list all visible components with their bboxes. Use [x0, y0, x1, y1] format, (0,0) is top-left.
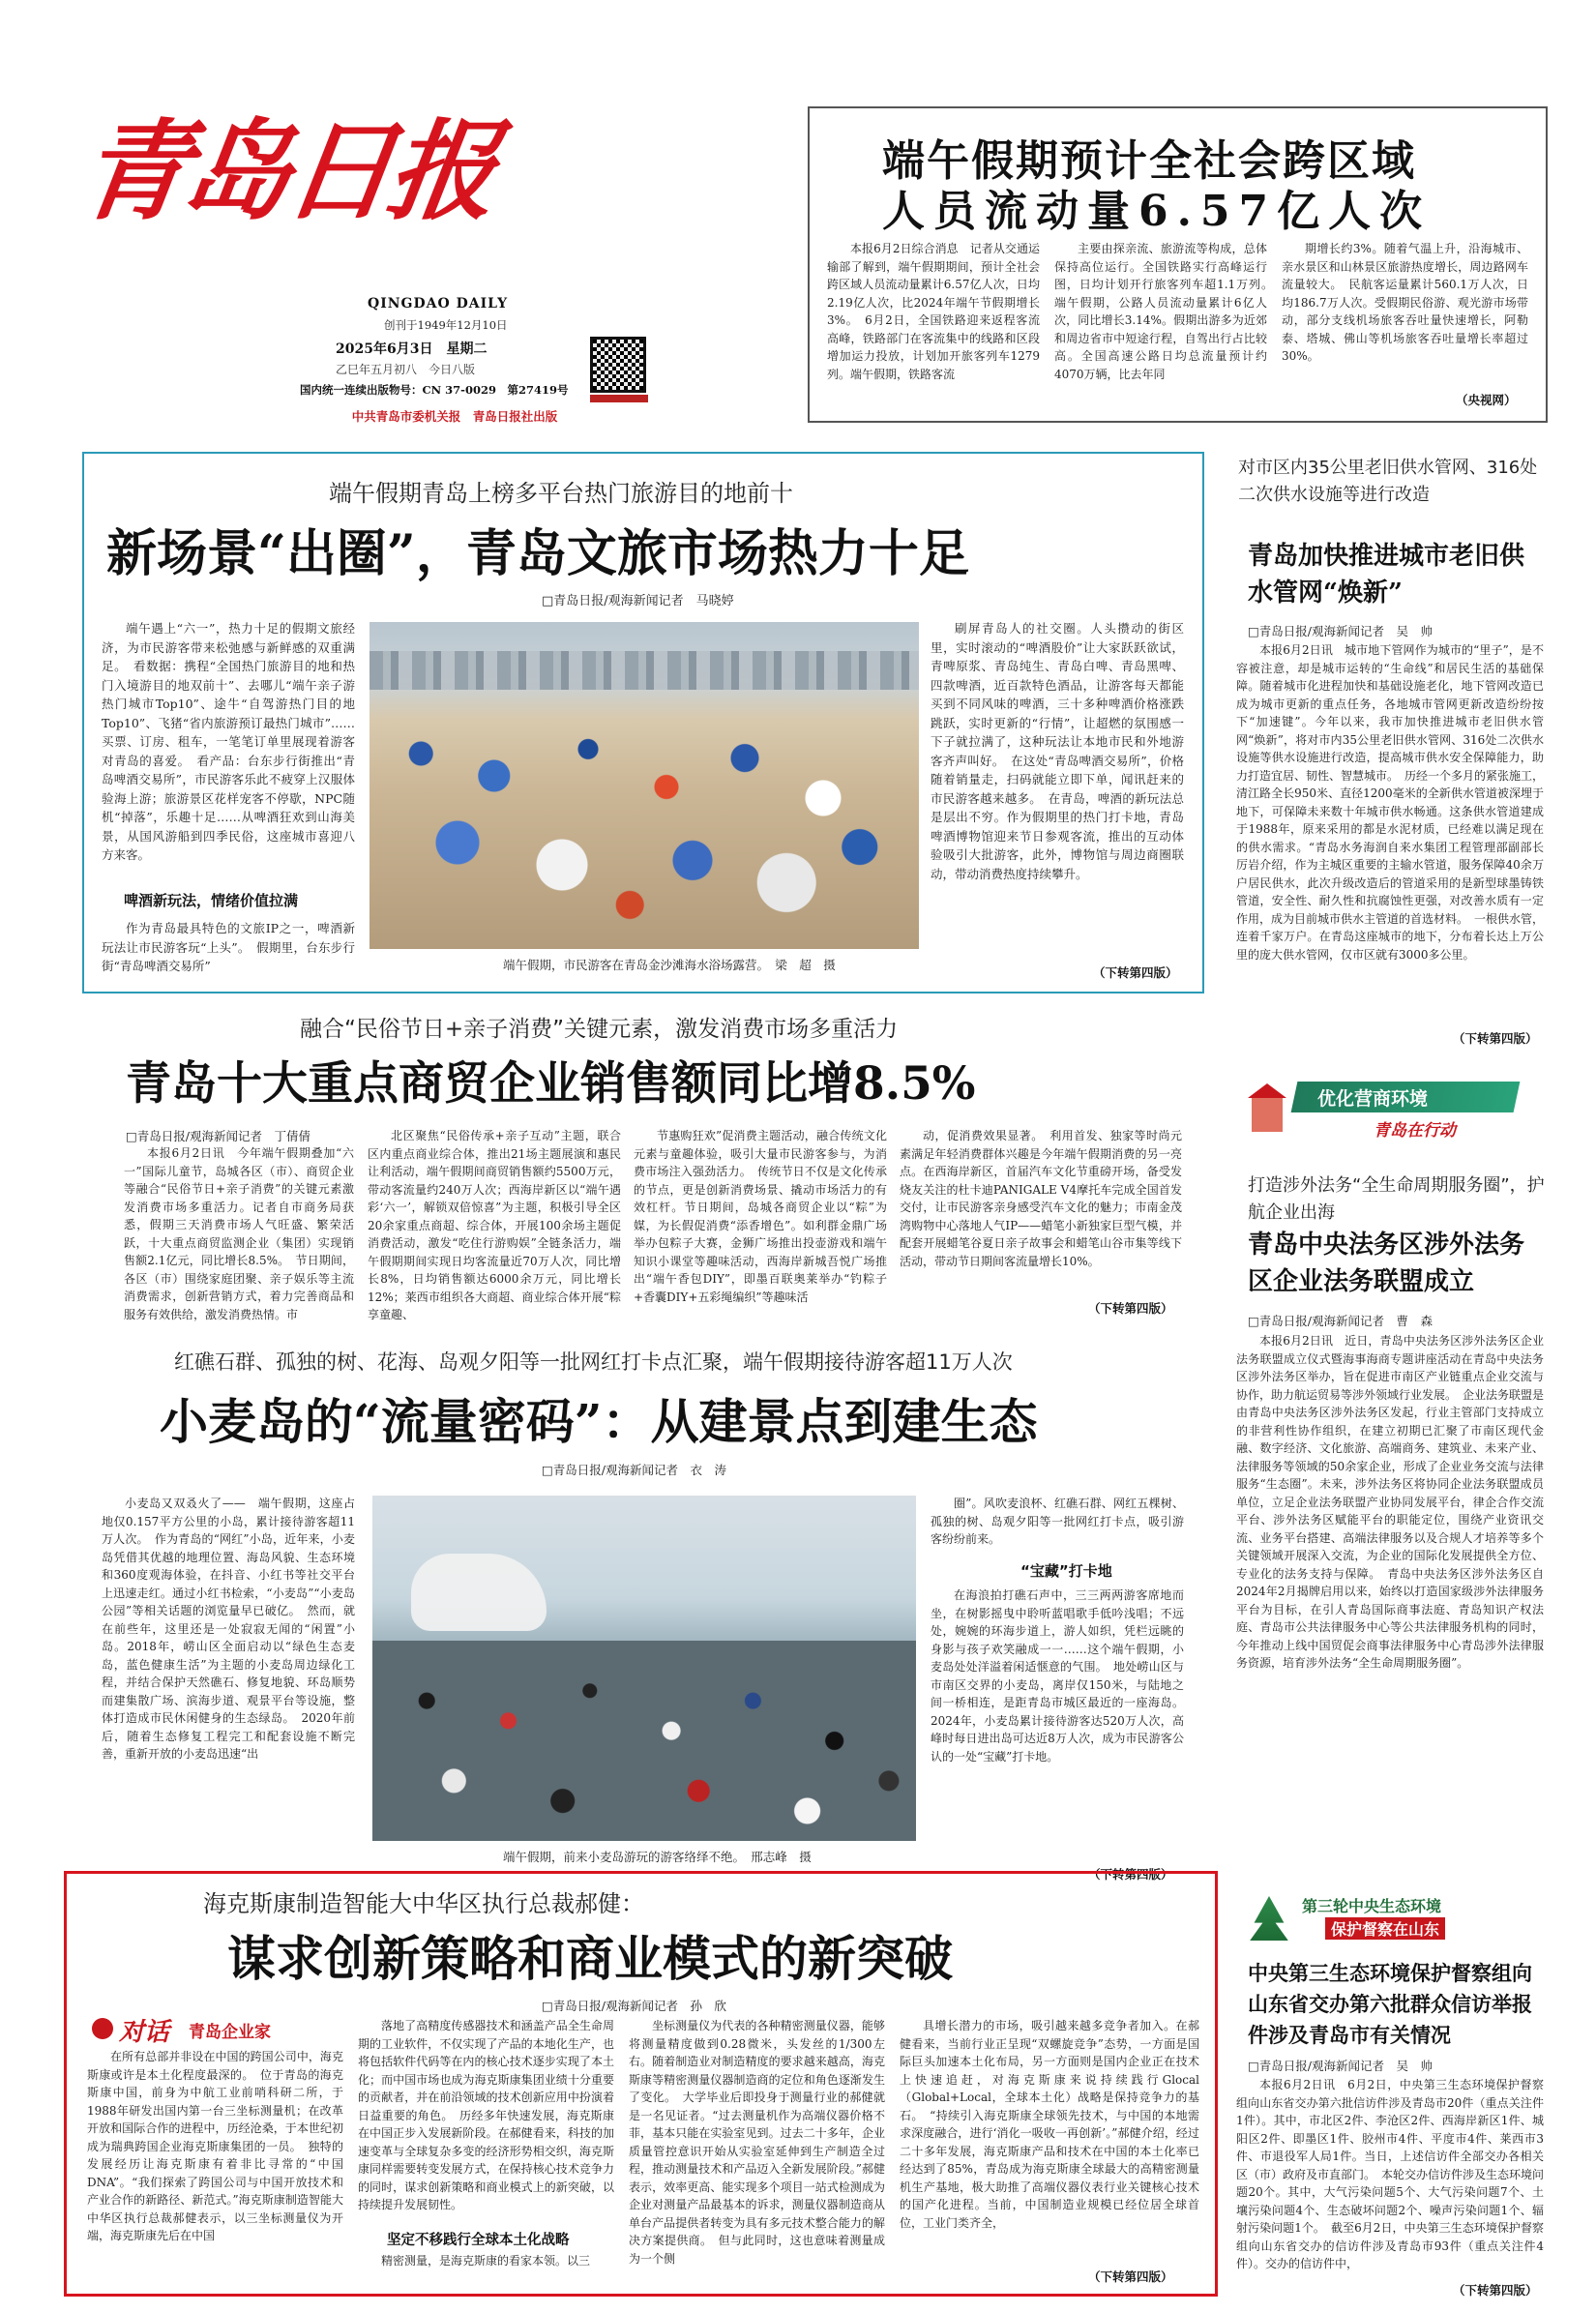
story4-col-3: 坐标测量仪为代表的各种精密测量仪器，能够将测量精度做到0.28微米，头发丝的1/300左右。随着制造业对制造精度的要求越来越高，海克斯康等精密测量仪器制造商的定位和角色逐渐发生了变化。 大学毕业后即投身于测量行业的郝健就是一名见证者。“过去测量机作为高端仪器价格不菲，基本只能在实验室见到。过去二十多年，企业质量管控意识开始从实验室延伸到生产制造全过程，推动测量技术和产品迈入全新发展阶段。”郝健表示，效率更高、能实现多个项目一站式检测成为企业对测量产品最基本的诉求，测量仪器制造商从单台产品提供者转变为具有多元技术整合能力的解决方案提供商。 但与此同时，这也意味着测量成为一个侧 — [629, 2019, 885, 2266]
side2-badge — [1248, 1076, 1528, 1143]
side2-body: 本报6月2日讯 近日，青岛中央法务区涉外法务区企业法务联盟成立仪式暨海事海商专题讲座活动在青岛中央法务区涉外法务区举办，旨在促进市南区产业链重点企业交流与协作，助力航运贸易等涉外领域行业发展。 企业法务联盟是由青岛中央法务区涉外法务区发起，行业主管部门支持成立的非营利性协作组织，在建立初期已汇聚了市南区现代金融、数字经济、文化旅游、高端商务、建筑业、未来产业、法律服务等领域的50余家企业，形成了企业业务交流与法律服务“生态圈”。未来，涉外法务区将协同企业法务联盟成员单位，立足企业法务联盟产业协同发展平台，律企合作交流平台、涉外法务区赋能平台的职能定位，围绕产业资讯交流、业务平台搭建、高端法律服务以及合规人才培养等多个关键领域开展深入交流，为企业的国际化发展提供全方位、专业化的法务支持与保障。 青岛中央法务区涉外法务区自2024年2月揭牌启用以来，始终以打造国家级涉外法律服务平台为目标，在引人青岛国际商事法庭、青岛知识产权法庭、青岛市公共法律服务中心等公共法律服务机构的同时，今年推动上线中国贸促会商事法律服务中心青岛涉外法律服务资源，培育涉外法务“全生命周期服务圈”。 — [1236, 1334, 1545, 1670]
story3-kicker: 红礁石群、孤独的树、花海、岛观夕阳等一批网红打卡点汇聚，端午假期接待游客超11万人次 — [174, 1350, 1013, 1374]
side1-body: 本报6月2日讯 城市地下管网作为城市的“里子”，是不容被注意，却是城市运转的“生命线”和居民生活的基础保障。随着城市化进程加快和基础设施老化，地下管网改造已成为城市更新的重点任务，各地城市管网更新改造纷纷按下“加速键”。今年以来，我市加快推进城市老旧供水管网“焕新”，将对市内35公里老旧供水管网、316处二次供水设施等供水设施进行改造，提高城市供水安全保障能力，助力打造宜居、韧性、智慧城市。 历经一个多月的紧张施工，清江路全长950米、直径1200毫米的全新供水管道被深埋于地下，可保障未来数十年城市供水畅通。这条供水管道建成于1988年，原来采用的都是水泥材质，已经难以满足现在的供水需求。“青岛水务海润自来水集团工程管理部副部长厉岩介绍，作为主城区重要的主输水管道，服务保障40余万户居民供水，此次升级改造后的管道采用的是新型球墨铸铁管道，安全性、耐久性和抗腐蚀性更强，对改善水质有一定作用，成为目前城市供水主管道的首选材料。 一根供水管，连着千家万户。在青岛这座城市的地下，分布着长达上万公里的庞大供水管网，仅市区就有3000多公里。 — [1236, 643, 1545, 962]
story1-byline: □青岛日报/观海新闻记者 马晓婷 — [542, 594, 734, 608]
story3-photo — [372, 1496, 916, 1841]
story1-more: （下转第四版） — [1093, 965, 1178, 980]
story4-subhead: 坚定不移践行全球本土化战略 — [387, 2233, 570, 2248]
side2-badge-label-1: 优化营商环境 — [1317, 1088, 1429, 1110]
story1-title: 新场景“出圈”，青岛文旅市场热力十足 — [106, 524, 969, 583]
qr-caption — [590, 395, 648, 402]
story2-kicker: 融合“民俗节日+亲子消费”关键元素，激发消费市场多重活力 — [300, 1017, 899, 1042]
story3-more: （下转第四版） — [1088, 1867, 1173, 1882]
story3-col-2: 圈”。风吹麦浪杯、红礁石群、网红五棵树、孤独的树、岛观夕阳等一批网红打卡点，吸引游客纷纷前来。 — [931, 1497, 1184, 1546]
story3-byline: □青岛日报/观海新闻记者 衣 涛 — [542, 1463, 727, 1477]
side2-byline: □青岛日报/观海新闻记者 曹 森 — [1248, 1314, 1433, 1328]
side3-badge — [1248, 1886, 1538, 1950]
top-story-col-3: 期增长约3%。随着气温上升，沿海城市、亲水景区和山林景区旅游热度增长，周边路网车流量较大。 民航客运量累计560.1万人次，日均186.7万人次。受假期民俗游、观光游市场带动，部分支线机场旅客吞吐量快速增长，阿勒泰、塔城、佛山等机场旅客吞吐量增长率超过30%。 — [1282, 242, 1528, 363]
dialogue-badge — [92, 2012, 343, 2045]
side3-badge-label-1: 第三轮中央生态环境 — [1302, 1897, 1442, 1915]
masthead — [72, 75, 624, 424]
story4-title: 谋求创新策略和商业模式的新突破 — [227, 1930, 953, 1987]
side1-byline: □青岛日报/观海新闻记者 吴 帅 — [1248, 624, 1433, 638]
crowd-layer — [372, 1641, 916, 1841]
side1-title: 青岛加快推进城市老旧供水管网“焕新” — [1248, 542, 1525, 608]
story1-photo — [369, 622, 919, 949]
microphone-icon — [92, 2018, 113, 2039]
story1-col-1: 端午遇上“六一”，热力十足的假期文旅经济，为市民游客带来松弛感与新鲜感的双重满足。 看数据：携程“全国热门旅游目的地和热门入境游目的地双前十”、去哪儿“端午亲子游热门城市Top10”、途牛“自驾游热门目的地Top10”、飞猪“省内旅游预订最热门城市”……买票、订房、租车，一笔笔订单里展现着游客对青岛的喜爱。 看产品：台东步行街推出“青岛啤酒交易所”，市民游客乐此不疲穿上汉服体验海上游；旅游景区花样宠客不停歇，NPC随机“掉落”，乐趣十足……从啤酒狂欢到山海美景，从国风游船到四季民俗，这座城市喜迎八方来客。 — [102, 621, 355, 862]
top-story-title-2: 人员流动量6.57亿人次 — [882, 187, 1432, 236]
story2-col-2: 北区聚焦“民俗传承+亲子互动”主题，联合区内重点商业综合体，推出21场主题展演和惠民让利活动，端午假期间商贸销售额约5500万元，带动客流量约240万人次；西海岸新区以“端午遇彩‘六一’，解锁双倍惊喜”为主题，积极引导全区20余家重点商超、综合体，开展100余场主题促消费活动，激发“吃住行游购娱”全链条活力，端午假期期间实现日均客流量近70万人次，同比增长8%，日均销售额达6000余万元，同比增长12%；莱西市组织各大商超、商业综合体开展“粽享童趣、 — [368, 1129, 621, 1321]
side3-badge-label-2: 保护督察在山东 — [1325, 1917, 1445, 1940]
story3-col-2b: 在海浪拍打礁石声中，三三两两游客席地而坐，在树影摇曳中聆听蓝唱歌手低吟浅唱；不远处，婉婉的环海步道上，游人如织，凭栏远眺的身影与孩子欢笑融成一一……这个端午假期，小麦岛处处洋溢着闲适惬意的气围。 地处崂山区与市南区交界的小麦岛，离岸仅150米，与陆地之间一桥相连，是距青岛市城区最近的一座海岛。2024年，小麦岛累计接待游客达520万人次，高峰时每日进出岛可达近8万人次，成为市民游客公认的一处“宝藏”打卡地。 — [931, 1588, 1184, 1764]
story4-more: （下转第四版） — [1088, 2269, 1173, 2284]
masthead-lunar: 乙巳年五月初八 今日八版 — [336, 363, 476, 376]
city-skyline — [369, 651, 919, 690]
masthead-date: 2025年6月3日 星期二 — [336, 341, 488, 357]
story4-col-4: 具增长潜力的市场，吸引越来越多竞争者加入。在郝健看来，当前行业正呈现“双螺旋竞争”态势，一方面是国际巨头加速本土化布局，另一方面则是国内企业正在技术上快速追赶，对海克斯康来说持续践行Glocal（Global+Local，全球本土化）战略是保持竞争力的基石。 “持续引入海克斯康全球领先技术，与中国的本地需求深度融合，进行‘消化一吸收一再创新’。”郝健介绍，经过二十多年发展，海克斯康产品和技术在中国的本土化率已经达到了85%，青岛成为海克斯康全球最大的高精密测量机生产基地，极大助推了高端仪器仪表行业关键核心技术的国产化进程。当前，中国制造业规模已经位居全球首位，工业门类齐全， — [900, 2019, 1199, 2230]
story3-photo-caption: 端午假期，前来小麦岛游玩的游客络绎不绝。 邢志峰 摄 — [503, 1850, 812, 1864]
story2-col-1: 本报6月2日讯 今年端午假期叠加“六一”国际儿童节，岛城各区（市）、商贸企业等融合“民俗节日+亲子消费”的关键元素激发消费市场多重活力。记者自市商务局获悉，假期三天消费市场人气旺盛、繁荣活跃，十大重点商贸监测企业（集团）实现销售额2.1亿元，同比增长8.5%。 节日期间，各区（市）围绕家庭团聚、亲子娱乐等主流消费需求，创新营销方式，着力完善商品和服务有效供给，激发消费热情。市 — [124, 1146, 354, 1321]
sculpture — [411, 1554, 547, 1631]
side2-title: 青岛中央法务区涉外法务区企业法务联盟成立 — [1248, 1231, 1525, 1296]
forest-icon — [1248, 1896, 1290, 1941]
story2-more: （下转第四版） — [1088, 1301, 1173, 1316]
story2-title: 青岛十大重点商贸企业销售额同比增8.5% — [126, 1057, 976, 1111]
masthead-pinyin: QINGDAO DAILY — [368, 296, 509, 311]
top-story-col-2: 主要由探亲流、旅游流等构成，总体保持高位运行。全国铁路实行高峰运行图，日均计划开行旅客列车超1.1万列。 端午假期，公路人员流动量累计6亿人次，同比增长3.14%。假期出游多为近郊和周边省市中短途行程，自驾出行占比较高。全国高速公路日均总流量预计约4070万辆，比去年同 — [1054, 242, 1280, 381]
side3-body: 本报6月2日讯 6月2日，中央第三生态环境保护督察组向山东省交办第六批信访件涉及青岛市20件（重点关注件1件）。其中，市北区2件、李沧区2件、西海岸新区1件、城阳区2件、即墨区1件、胶州市4件、平度市4件、莱西市3件、市退役军人局1件。当日，上述信访件全部交办各相关区（市）政府及市直部门。 本轮交办信访件涉及生态环境问题20个。其中，大气污染问题5个、大气污染问题7个、土壤污染问题4个、生态破坏问题2个、噪声污染问题1个、辐射污染问题1个。 截至6月2日，中央第三生态环境保护督察组向山东省交办的信访件涉及青岛市93件（重点关注件4件）。交办的信访件中， — [1236, 2078, 1545, 2270]
story4-col-2: 落地了高精度传感器技术和涵盖产品全生命周期的工业软件，不仅实现了产品的本地化生产，也将包括软件代码等在内的核心技术逐步实现了本土化；而中国市场也成为海克斯康集团业绩十分重要的贡献者，并在前沿领域的技术创新应用中扮演着日益重要的角色。 历经多年快速发展，海克斯康在中国正步入发展新阶段。在郝健看来，科技的加速变革与全球复杂多变的经济形势相交织，海克斯康同样需要转变发展方式，在保持核心技术竞争力的同时，谋求创新策略和商业模式上的新突破，以持续提升发展韧性。 — [358, 2019, 614, 2211]
story1-subhead: 啤酒新玩法，情绪价值拉满 — [124, 892, 299, 909]
top-story-title-1: 端午假期预计全社会跨区域 — [882, 136, 1416, 186]
side2-badge-label-2: 青岛在行动 — [1374, 1121, 1456, 1141]
masthead-sponsor: 中共青岛市委机关报 青岛日报社出版 — [351, 409, 558, 424]
top-story-source: （央视网） — [1456, 393, 1517, 407]
story3-title: 小麦岛的“流量密码”：从建景点到建生态 — [160, 1393, 1038, 1450]
story1-kicker: 端午假期青岛上榜多平台热门旅游目的地前十 — [329, 480, 793, 507]
story4-kicker: 海克斯康制造智能大中华区执行总裁郝健： — [203, 1890, 644, 1917]
side2-kicker: 打造涉外法务“全生命周期服务圈”，护航企业出海 — [1248, 1175, 1545, 1223]
story1-col-1b: 作为青岛最具特色的文旅IP之一，啤酒新玩法让市民游客玩“上头”。 假期里，台东步行街“青岛啤酒交易所” — [102, 921, 355, 973]
dialogue-badge-label-1: 对话 — [119, 2018, 170, 2047]
story3-col-1: 小麦岛又双叒火了—— 端午假期，这座占地仅0.157平方公里的小岛，累计接待游客超11万人次。 作为青岛的“网红”小岛，近年来，小麦岛凭借其优越的地理位置、海岛风貌、生态环境和360度观海体验，在抖音、小红书等社交平台上迅速走红。通过小红书检索，“小麦岛”“小麦岛公园”等相关话题的浏览量早已破亿。 然而，就在前些年，这里还是一处寂寂无闻的“闲置”小岛。2018年，崂山区全面启动以“绿色生态麦岛，蓝色健康生活”为主题的小麦岛周边绿化工程，并结合保护天然礁石、修复地貌、环岛顺势而建集散广场、滨海步道、观景平台等设施，整体打造成市民休闲健身的生态绿岛。 2020年前后，随着生态修复工程完工和配套设施不断完善，重新开放的小麦岛迅速“出 — [102, 1497, 355, 1761]
building-icon — [1248, 1083, 1286, 1132]
masthead-cn: 国内统一连续出版物号：CN 37-0029 第27419号 — [300, 383, 569, 397]
masthead-sponsor-bar — [310, 406, 600, 428]
newspaper-logo: 青岛日报 — [72, 108, 500, 235]
side3-title: 中央第三生态环境保护督察组向山东省交办第六批群众信访举报件涉及青岛市有关情况 — [1248, 1961, 1532, 2047]
dialogue-badge-label-2: 青岛企业家 — [189, 2023, 271, 2042]
tent-cluster-1 — [379, 709, 901, 932]
story3-subhead: “宝藏”打卡地 — [1020, 1562, 1112, 1580]
story4-col-1: 在所有总部并非设在中国的跨国公司中，海克斯康或许是本土化程度最深的。 位于青岛的海克斯康中国，前身为中航工业前哨科研二所，于1988年研发出国内第一台三坐标测量机；在改革开放和国际合作的进程中，历经沧桑，于本世纪初成为瑞典跨国企业海克斯康集团的一员。 独特的发展经历让海克斯康有着非比寻常的“中国DNA”。“我们探索了跨国公司与中国开放技术和产业合作的新路径、新范式。”海克斯康制造智能大中华区执行总裁郝健表示，以三坐标测量仪为开端，海克斯康先后在中国 — [87, 2050, 343, 2242]
side1-kicker: 对市区内35公里老旧供水管网、316处二次供水设施等进行改造 — [1238, 458, 1538, 505]
side1-more: （下转第四版） — [1453, 1031, 1538, 1046]
masthead-founded: 创刊于1949年12月10日 — [384, 318, 508, 332]
story4-byline: □青岛日报/观海新闻记者 孙 欣 — [542, 1999, 727, 2013]
story2-col-3: 节惠购狂欢”促消费主题活动，融合传统文化元素与童趣体验，吸引大量市民游客参与，为消费市场注入强劲活力。 传统节日不仅是文化传承的节点，更是创新消费场景、撬动市场活力的有效杠杆。节日期间，岛城各商贸企业以“粽”为媒，为长假促消费“添香增色”。如利群金鼎广场举办包粽子大赛，金狮广场推出投壶游戏和端午知识小课堂等趣味活动，西海岸新城吾悦广场推出“端午香包DIY”，即墨百联奥莱举办“钓粽子+香囊DIY+五彩绳编织”等趣味活 — [634, 1129, 887, 1304]
story1-photo-caption: 端午假期，市民游客在青岛金沙滩海水浴场露营。 梁 超 摄 — [503, 958, 836, 972]
story1-col-2: 刷屏青岛人的社交圈。人头攒动的街区里，实时滚动的“啤酒股价”让大家跃跃欲试，青啤原浆、青岛纯生、青岛白啤、青岛黑啤、四款啤酒，近百款特色酒品，让游客每天都能买到不同风味的啤酒，三十多种啤酒价格涨跌跳跃，实时更新的“行情”，让超燃的氛围感一下子就拉满了，这种玩法让本地市民和外地游客齐声叫好。 在这处“青岛啤酒交易所”，价格随着销量走，扫码就能立即下单，闻讯赶来的市民游客越来越多。 在青岛，啤酒的新玩法总是层出不穷。作为假期里的热门打卡地，青岛啤酒博物馆迎来节日参观客流，推出的互动体验吸引大批游客，此外，博物馆与周边商圈联动，带动消费热度持续攀升。 — [931, 621, 1184, 881]
story2-byline: □青岛日报/观海新闻记者 丁倩倩 — [126, 1129, 311, 1143]
story2-col-4: 动，促消费效果显著。 利用首发、独家等时尚元素满足年轻消费群体兴趣是今年端午假期消费的另一亮点。在西海岸新区，首届汽车文化节重磅开场，备受发烧友关注的杜卡迪PANIGALE V4摩托车完成全国首发交付，让市民游客亲身感受汽车文化的魅力；市南金茂湾购物中心落地人气IP——蜡笔小新独家巨型气模，并配套开展蜡笔谷夏日亲子故事会和蜡笔山谷市集等线下活动，带动节日期间客流量增长10%。 — [900, 1129, 1182, 1268]
story4-col-2b: 精密测量，是海克斯康的看家本领。以三 — [381, 2254, 591, 2268]
top-story-col-1: 本报6月2日综合消息 记者从交通运输部了解到，端午假期期间，预计全社会跨区域人员流动量累计6.57亿人次，日均2.19亿人次，比2024年端午节假期增长3%。 6月2日，全国铁路迎来返程客流高峰，铁路部门在客流集中的线路和区段增加运力投放，计划加开旅客列车1279列。端午假期，铁路客流 — [827, 242, 1040, 381]
qr-code — [590, 337, 646, 393]
side3-byline: □青岛日报/观海新闻记者 吴 帅 — [1248, 2059, 1433, 2073]
side3-more: （下转第四版） — [1453, 2283, 1538, 2298]
